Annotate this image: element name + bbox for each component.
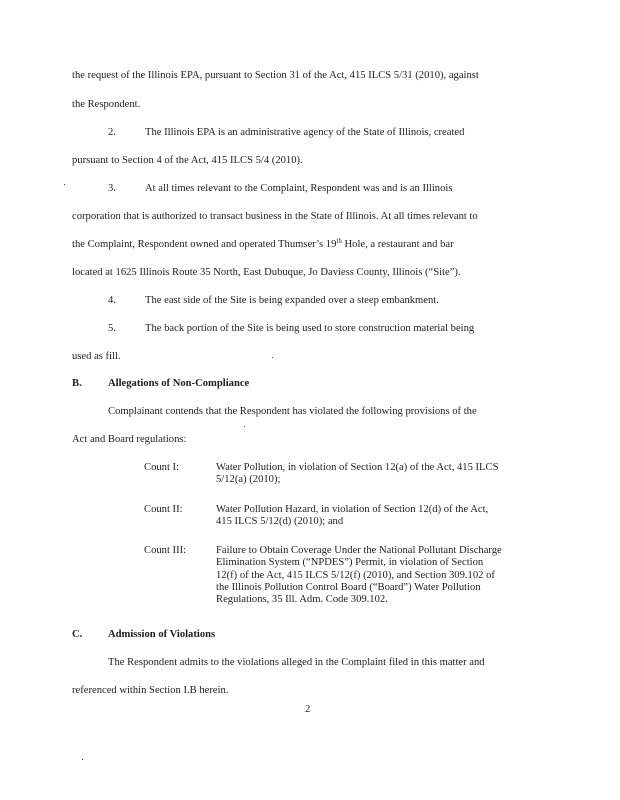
para2-line1: The Illinois EPA is an administrative agency of the State of Illinois, created [145,127,465,138]
count-2-label: Count II: [144,504,183,515]
para3-line3: the Complaint, Respondent owned and operated Thumser’s 19th Hole, a restaurant and bar [72,237,454,250]
page-number: 2 [305,704,311,715]
section-c-line2: referenced within Section I.B herein. [72,685,229,696]
para3-number: 3. [108,183,116,194]
para4-number: 4. [108,295,116,306]
para1-line1: the request of the Illinois EPA, pursuant to Section 31 of the Act, 415 ILCS 5/31 (2010), against [72,70,479,81]
section-b-letter: B. [72,378,82,389]
para5-number: 5. [108,323,116,334]
para4-line1: The east side of the Site is being expanded over a steep embankment. [145,295,439,306]
count-2-text: Water Pollution Hazard, in violation of Section 12(d) of the Act, 415 ILCS 5/12(d) (2010); and [216,504,489,528]
section-c-line1: The Respondent admits to the violations alleged in the Complaint filed in this matter and [108,657,485,668]
section-b-heading: Allegations of Non-Compliance [108,378,250,389]
para5-line1: The back portion of the Site is being used to store construction material being [145,323,475,334]
count-1-text: Water Pollution, in violation of Section 12(a) of the Act, 415 ILCS 5/12(a) (2010); [216,462,499,486]
section-c-heading: Admission of Violations [108,629,216,640]
scan-speck [244,426,245,427]
scan-speck [64,184,65,185]
section-b-intro-line1: Complainant contends that the Respondent has violated the following provisions of the [108,406,477,417]
count-1-label: Count I: [144,462,180,473]
para2-number: 2. [108,127,116,138]
para3-line2: corporation that is authorized to transact business in the State of Illinois. At all times relevant to [72,211,478,222]
section-b-intro-line2: Act and Board regulations: [72,434,187,445]
count-3-text: Failure to Obtain Coverage Under the National Pollutant Discharge Elimination System (“NPDES”) Permit, in violation of Section 12(f) of the Act, 415 ILCS 5/12(f) (2010), and Section 309.102 of the Illinois Pollution Control Board (“Board”) Water Pollution Regulations, 35 Ill. Adm. Code 309.102. [216,545,502,606]
para1-line2: the Respondent. [72,99,141,110]
scan-speck [82,759,83,760]
para5-line2: used as fill. [72,351,121,362]
section-c-letter: C. [72,629,83,640]
para3-line1: At all times relevant to the Complaint, Respondent was and is an Illinois [145,183,453,194]
scan-speck [272,357,273,358]
para2-line2: pursuant to Section 4 of the Act, 415 ILCS 5/4 (2010). [72,155,303,166]
para3-line4: located at 1625 Illinois Route 35 North, East Dubuque, Jo Daviess County, Illinois (“Site”). [72,267,461,278]
count-3-label: Count III: [144,545,187,556]
